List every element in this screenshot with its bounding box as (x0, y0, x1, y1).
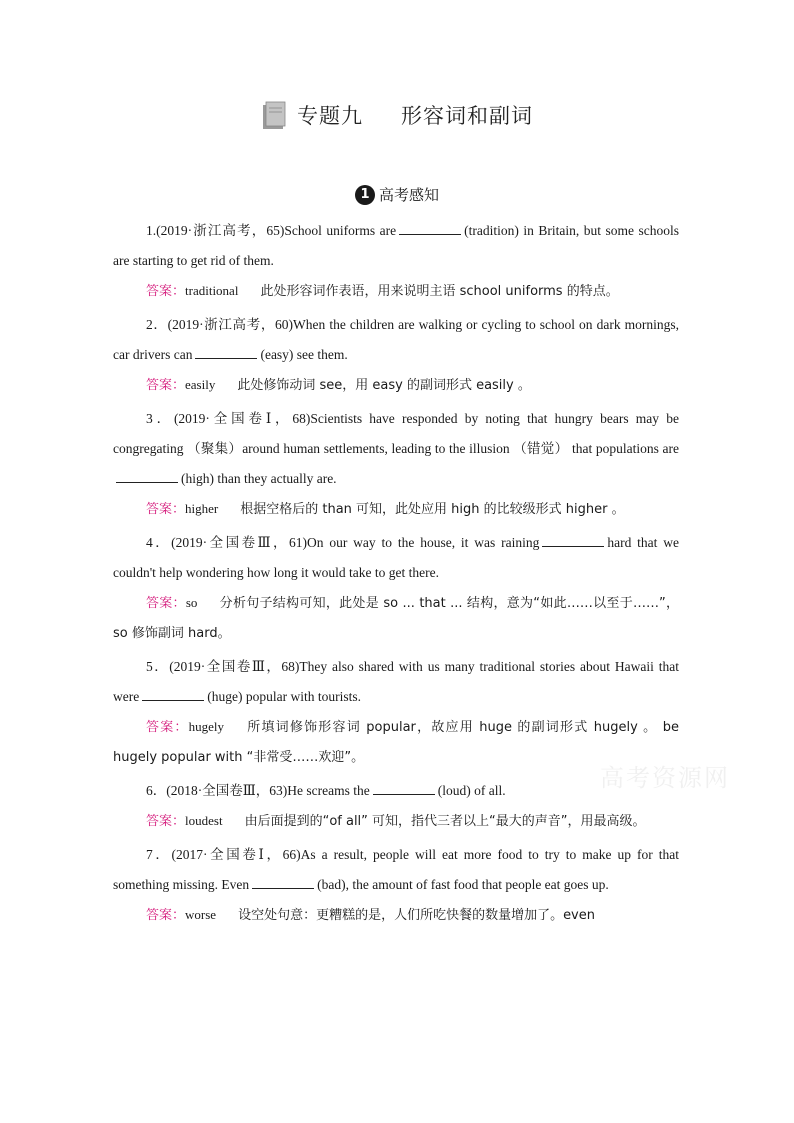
answer-word: higher (185, 501, 219, 516)
watermark: 高考资源网 (600, 764, 730, 792)
answer-explanation: 由后面提到的“of all” 可知，指代三者以上“最大的声音”，用最高级。 (244, 814, 646, 829)
question-item (113, 528, 679, 649)
answer-word: worse (185, 907, 217, 922)
question-stem: 6．(2018·全国卷Ⅲ，63)He screams the (146, 783, 370, 798)
question-item (113, 404, 679, 525)
question-text (113, 840, 679, 900)
question-tail: (loud) of all. (437, 783, 506, 798)
question-item (113, 776, 679, 837)
answer-explanation: 此处修饰动词 see，用 easy 的副词形式 easily 。 (237, 378, 531, 393)
question-tail: (easy) see them. (260, 347, 348, 362)
answer-key-label: 答案： (146, 596, 186, 611)
answer-word: easily (185, 377, 216, 392)
question-text (113, 310, 679, 370)
answer-word: so (185, 595, 198, 610)
answer-line (113, 900, 679, 931)
section-header (0, 184, 794, 205)
question-item (113, 216, 679, 307)
answer-key-label: 答案： (146, 502, 186, 517)
answer-explanation: 根据空格后的 than 可知，此处应用 high 的比较级形式 higher 。 (240, 502, 625, 517)
answer-key-label: 答案： (146, 284, 186, 299)
answer-key-label: 答案： (146, 814, 186, 829)
section-label: 高考感知 (378, 186, 439, 204)
question-stem: 3．(2019·全国卷Ⅰ，68)Scientists have responded by noting that hungry bears may be congregating （聚集）around human settlements, leading to the illusion （错觉） that populations are (113, 411, 679, 456)
answer-word: loudest (185, 813, 223, 828)
question-text (113, 404, 679, 494)
question-text (113, 652, 679, 712)
answer-line (113, 494, 679, 525)
answer-explanation: 所填词修饰形容词 popular，故应用 huge 的副词形式 hugely 。 be hugely popular with “非常受……欢迎”。 (113, 720, 679, 765)
answer-blank[interactable] (142, 688, 204, 701)
question-item (113, 840, 679, 931)
answer-blank[interactable] (399, 222, 461, 235)
answer-explanation: 分析句子结构可知，此处是 so ... that ... 结构，意为“如此……以至于……”，so 修饰副词 hard。 (113, 596, 679, 641)
answer-line (113, 806, 679, 837)
question-tail: (huge) popular with tourists. (207, 689, 361, 704)
answer-line (113, 370, 679, 401)
question-stem: 1.(2019·浙江高考，65)School uniforms are (146, 223, 397, 238)
answer-blank[interactable] (542, 534, 604, 547)
question-stem: 7．(2017·全国卷Ⅰ，66)As a result, people will eat more food to try to make up for that something missing. Even (113, 847, 679, 892)
question-stem: 2．(2019·浙江高考，60)When the children are walking or cycling to school on dark mornings, car drivers can (113, 317, 679, 362)
answer-key-label: 答案： (146, 720, 189, 735)
answer-word: traditional (185, 283, 239, 298)
title-sub: 形容词和副词 (401, 104, 533, 128)
answer-blank[interactable] (252, 876, 314, 889)
question-text (113, 776, 679, 806)
page-title (0, 100, 794, 130)
answer-blank[interactable] (116, 470, 178, 483)
question-text (113, 216, 679, 276)
answer-explanation: 设空处句意：更糟糕的是，人们所吃快餐的数量增加了。even (238, 908, 595, 923)
answer-blank[interactable] (195, 346, 257, 359)
answer-word: hugely (188, 719, 225, 734)
section-number-badge: 1 (355, 185, 375, 205)
question-list (113, 216, 679, 934)
answer-line (113, 276, 679, 307)
book-icon (261, 100, 287, 130)
answer-explanation: 此处形容词作表语，用来说明主语 school uniforms 的特点。 (260, 284, 619, 299)
answer-line (113, 712, 679, 773)
question-stem: 4．(2019·全国卷Ⅲ，61)On our way to the house, it was raining (146, 535, 540, 550)
question-text (113, 528, 679, 588)
question-tail: (tradition) in Britain, but some schools are starting to get rid of them. (113, 223, 679, 268)
question-item (113, 310, 679, 401)
answer-blank[interactable] (373, 782, 435, 795)
question-tail: (high) than they actually are. (181, 471, 337, 486)
answer-key-label: 答案： (146, 908, 186, 923)
question-item (113, 652, 679, 773)
title-main: 专题九 (297, 104, 363, 128)
question-stem: 5．(2019·全国卷Ⅲ，68)They also shared with us many traditional stories about Hawaii that were (113, 659, 679, 704)
answer-key-label: 答案： (146, 378, 186, 393)
question-tail: (bad), the amount of fast food that people eat goes up. (317, 877, 609, 892)
question-tail: hard that we couldn't help wondering how long it would take to get there. (113, 535, 679, 580)
answer-line (113, 588, 679, 649)
